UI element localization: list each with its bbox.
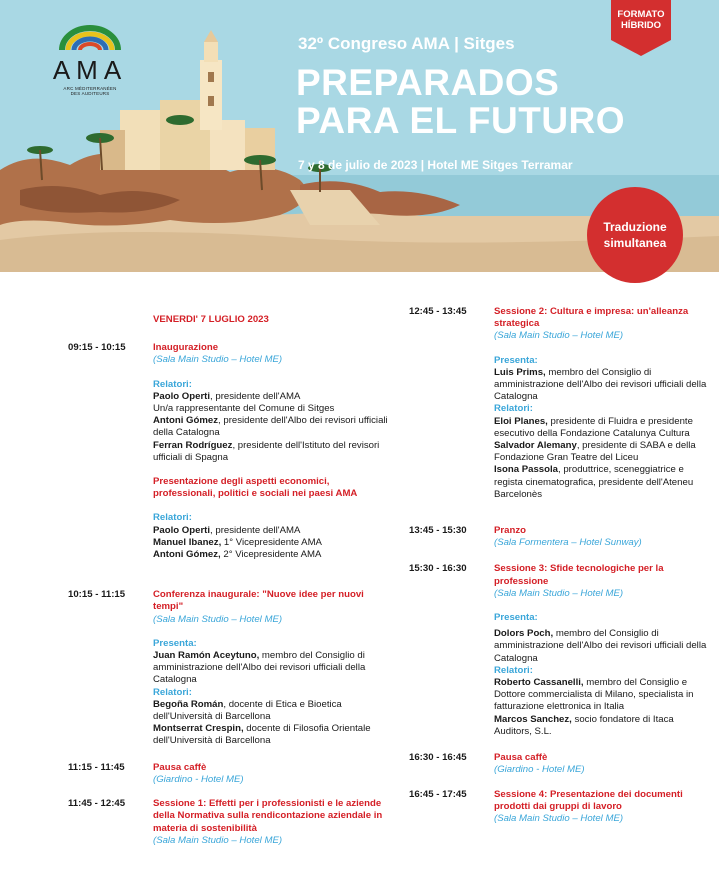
session-title: Sessione 4: Presentazione dei documenti prodotti dai gruppi di lavoro: [494, 788, 683, 812]
session-time: 11:45 - 12:45: [68, 798, 126, 810]
relatori-label: Relatori:: [153, 686, 192, 698]
session-pausa: [409, 752, 709, 776]
speaker-line: Un/a rappresentante del Comune di Sitges: [153, 403, 335, 415]
relatori-label: Relatori:: [494, 664, 533, 676]
session-title: Pausa caffè: [494, 752, 548, 764]
presenta-label: Presenta:: [494, 612, 538, 624]
session-time: 16:45 - 17:45: [409, 788, 467, 800]
translation-line-2: simultanea: [603, 236, 667, 250]
speaker-line: Juan Ramón Aceytuno, membro del Consiglio di amministrazione dell'Albo dei revisori ufficiali della Catalogna: [153, 650, 366, 686]
translation-line-1: Traduzione: [603, 220, 667, 234]
headline-line-1: PREPARADOS: [296, 62, 560, 103]
session-venue: (Sala Main Studio – Hotel ME): [153, 834, 283, 846]
session-time: 10:15 - 11:15: [68, 589, 126, 601]
speaker-line: Antoni Gómez, 2° Vicepresidente AMA: [153, 549, 322, 561]
speaker-line: Ferran Rodríguez, presidente dell'Istituto del revisori ufficiali di Spagna: [153, 439, 380, 463]
format-line-1: FORMATO: [617, 9, 665, 20]
day-heading: VENERDI' 7 LUGLIO 2023: [153, 314, 269, 325]
speaker-line: Luis Prims, membro del Consiglio di amministrazione dell'Albo dei revisori ufficiali della Catalogna: [494, 366, 707, 403]
speaker-line: Eloi Planes, presidente di Fluidra e presidente esecutivo della Fondazione Catalunya Cultura: [494, 415, 693, 439]
relatori-label: Relatori:: [494, 403, 533, 415]
speaker-line: Roberto Cassanelli, membro del Consiglio e Dottore commercialista di Milano, specialista in fatturazione elettronica in Italia: [494, 677, 694, 713]
rainbow-logo-icon: [58, 24, 122, 52]
session-title: Inaugurazione: [153, 342, 219, 354]
session-time: 13:45 - 15:30: [409, 525, 467, 537]
logo-subtitle-1: ARC MÉDITERRANÉEN: [63, 86, 117, 91]
session-venue: (Sala Formentera – Hotel Sunway): [494, 537, 642, 549]
speaker-line: Montserrat Crespin, docente di Filosofia Orientale dell'Università di Barcellona: [153, 723, 371, 747]
session-pausa: [68, 762, 388, 786]
session-venue: (Giardino - Hotel ME): [153, 773, 244, 785]
session-title: Sessione 3: Sfide tecnologiche per la professione: [494, 563, 664, 587]
presenta-label: Presenta:: [494, 354, 538, 366]
session-4: [409, 789, 709, 826]
session-2: [409, 306, 709, 501]
session-title: Pranzo: [494, 525, 526, 537]
session-venue: (Giardino - Hotel ME): [494, 764, 585, 776]
speaker-line: Salvador Alemany, presidente di SABA e della Fondazione Gran Teatre del Liceu: [494, 440, 696, 464]
format-line-2: HÍBRIDO: [620, 20, 662, 31]
speaker-line: Antoni Gómez, presidente dell'Albo dei revisori ufficiali della Catalogna: [153, 415, 388, 439]
session-title: Sessione 1: Effetti per i professionisti e le aziende della Normativa sulla rendicontazione aziendale in materia di sostenibilità: [153, 798, 383, 834]
speaker-line: Manuel Ibanez, 1° Vicepresidente AMA: [153, 536, 322, 548]
session-venue: (Sala Main Studio – Hotel ME): [494, 330, 624, 342]
speaker-line: Marcos Sanchez, socio fondatore di Itaca Auditors, S.L.: [494, 713, 674, 737]
congress-title: 32º Congreso AMA | Sitges: [298, 34, 515, 53]
program-right-column: [409, 300, 709, 825]
speaker-line: Dolors Poch, membro del Consiglio di amministrazione dell'Albo dei revisori ufficiali della Catalogna: [494, 628, 707, 664]
session-time: 12:45 - 13:45: [409, 306, 467, 317]
relatori-label: Relatori:: [153, 512, 192, 524]
session-1: [68, 798, 388, 847]
session-time: 11:15 - 11:45: [68, 761, 125, 773]
ama-logo: [50, 24, 130, 96]
speaker-line: Begoña Román, docente di Etica e Bioetica dell'Università di Barcellona: [153, 698, 342, 723]
session-time: 16:30 - 16:45: [409, 752, 467, 764]
translation-badge: [587, 187, 683, 283]
speaker-line: Isona Passola, produttrice, sceneggiatrice e regista cinematografica, presidente dell'Ateneu Barcelonès: [494, 464, 694, 500]
headline-line-2: PARA EL FUTURO: [296, 100, 626, 141]
headline: [296, 64, 625, 140]
session-subtitle: Presentazione degli aspetti economici, professionali, politici e sociali nei paesi AMA: [153, 476, 358, 500]
presenta-label: Presenta:: [153, 637, 197, 649]
format-flag: [611, 9, 671, 31]
session-venue: (Sala Main Studio – Hotel ME): [494, 587, 624, 599]
logo-name: AMA: [52, 55, 128, 85]
event-dates: 7 y 8 de julio de 2023 | Hotel ME Sitges Terramar: [298, 158, 573, 172]
session-venue: (Sala Main Studio – Hotel ME): [153, 354, 283, 366]
speaker-line: Paolo Operti, presidente dell'AMA: [153, 524, 301, 536]
session-inaugurazione: [68, 342, 388, 561]
session-title: Conferenza inaugurale: "Nuove idee per nuovi tempi": [153, 589, 364, 613]
session-3: [409, 563, 709, 738]
session-venue: (Sala Main Studio – Hotel ME): [494, 812, 624, 824]
program-left-column: [68, 300, 388, 847]
session-pranzo: [409, 525, 709, 549]
session-title: Pausa caffè: [153, 761, 207, 773]
session-title: Sessione 2: Cultura e impresa: un'alleanza strategica: [494, 306, 689, 330]
session-time: 09:15 - 10:15: [68, 342, 126, 354]
logo-subtitle-2: DES AUDITEURS: [70, 91, 110, 96]
session-time: 15:30 - 16:30: [409, 563, 467, 575]
relatori-label: Relatori:: [153, 378, 192, 390]
session-venue: (Sala Main Studio – Hotel ME): [153, 613, 283, 625]
speaker-line: Paolo Operti, presidente dell'AMA: [153, 390, 301, 402]
session-conferenza: [68, 589, 388, 747]
